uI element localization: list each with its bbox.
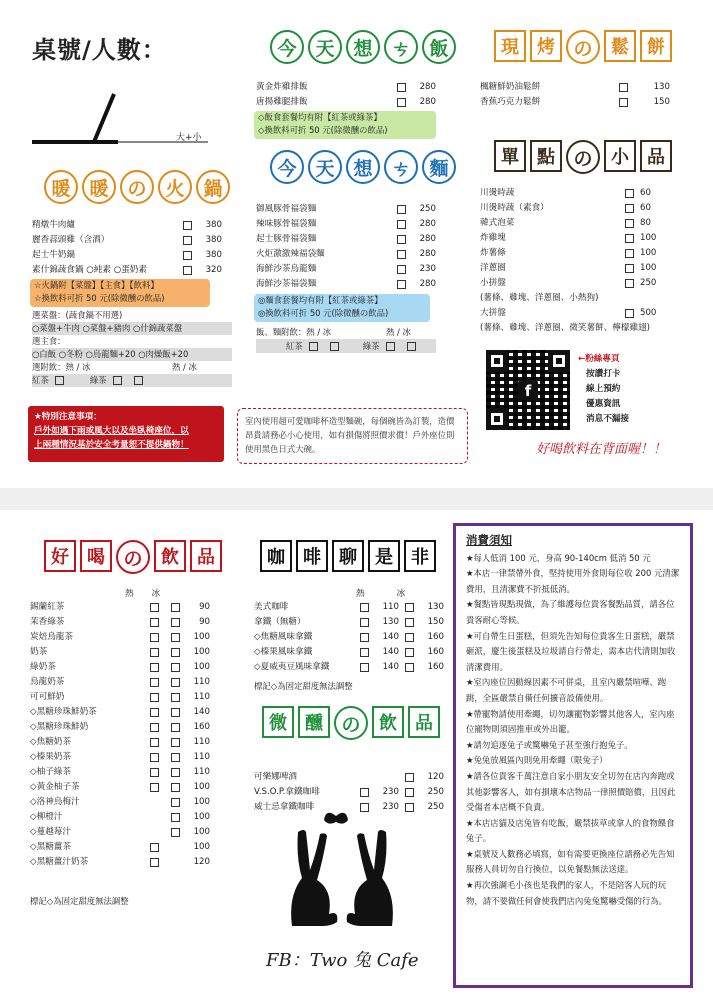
hot-checkbox[interactable] — [150, 663, 159, 672]
list-item — [30, 765, 210, 780]
list-item — [30, 855, 210, 870]
rule-paragraph: ★可自帶生日蛋糕，但須先告知每位貴客生日蛋糕，嚴禁砸派，慶生後蛋糕及垃圾請自行帶走，需本店代清則加收清潔費用。 — [466, 630, 676, 672]
rice-title-char: 想 — [346, 30, 380, 64]
list-item: 起士牛奶鍋 380 — [32, 250, 222, 260]
note-line: ◇換飲料可折 50 元(除微醺の飲品) — [258, 125, 388, 135]
hot-checkbox — [150, 828, 159, 837]
ice-price: 150 — [427, 617, 444, 627]
facebook-icon: f — [518, 380, 538, 400]
hot-checkbox[interactable] — [360, 788, 369, 797]
drink-price: 90 — [199, 617, 210, 627]
drinks-title-char: 飲 — [154, 540, 186, 572]
rule-paragraph: ★本店一律禁帶外食，堅持使用外食則每位收 200 元清潔費用，且清潔費不折抵低消。 — [466, 568, 680, 594]
noodle-title-char: 想 — [346, 150, 380, 184]
ice-checkbox[interactable] — [171, 723, 180, 732]
veg-options[interactable]: ○菜盤+牛肉 ○菜盤+豬肉 ○什錦蔬菜盤 — [32, 322, 232, 335]
order-checkbox[interactable] — [625, 264, 634, 273]
list-item — [30, 690, 210, 705]
ice-price: 160 — [427, 632, 444, 642]
coffee-name: ◇榛果風味拿鐵 — [254, 647, 313, 657]
drinks-footnote: 標記◇為固定甜度無法調整 — [30, 896, 129, 906]
waffle-title — [494, 30, 672, 64]
list-item: 精燉牛肉爐 380 — [32, 220, 222, 230]
list-item: 楓糖鮮奶油鬆餅 130 — [480, 82, 670, 92]
warning-box: ★特別注意事項： 戶外如遇下雨或風大以及坐臥椅座位，以 上兩種情況基於安全考量恕不提供鍋物！ — [28, 406, 224, 462]
rice-list — [256, 80, 436, 110]
list-item — [30, 810, 210, 825]
order-checkbox[interactable] — [619, 83, 628, 92]
hot-checkbox[interactable] — [150, 783, 159, 792]
list-item: 大拼盤 500 — [480, 308, 657, 318]
ice-price: 120 — [427, 772, 444, 782]
order-checkbox[interactable] — [625, 204, 634, 213]
hot-checkbox[interactable] — [150, 678, 159, 687]
list-item — [30, 795, 210, 810]
list-item: 川燙時蔬 60 — [480, 188, 651, 198]
order-checkbox[interactable] — [397, 235, 406, 244]
qr-corner — [486, 408, 508, 430]
hot-checkbox[interactable] — [360, 663, 369, 672]
noodle-title-char: 麵 — [422, 150, 456, 184]
rule-paragraph: ★再次強調毛小孩也是我們的家人，不是陪客人玩的玩物，請不要做任何會使我們店內兔兔驚嚇受傷的行為。 — [466, 880, 667, 906]
noodle-title-char: 天 — [308, 150, 342, 184]
tipsy-name: 可樂娜啤酒 — [254, 772, 297, 782]
hot-checkbox[interactable] — [150, 648, 159, 657]
order-checkbox[interactable] — [183, 251, 192, 260]
note-line: ◇飯食套餐均有附【紅茶或綠茶】 — [258, 112, 382, 122]
rule-paragraph: ★餐點皆現點現做，為了維護每位貴客餐點品質，請各位貴客耐心等候。 — [466, 599, 675, 625]
rule-paragraph: ★桌號及人數務必填寫，如有需要更換座位請務必先告知服務人員切勿自行換位，以免餐點無法送達。 — [466, 848, 675, 875]
drink-name: ◇焦糖奶茶 — [30, 737, 71, 747]
hot-checkbox[interactable] — [150, 603, 159, 612]
snack-title-char: 單 — [494, 140, 526, 172]
hot-checkbox[interactable] — [150, 723, 159, 732]
hot-price: 140 — [382, 632, 399, 642]
rabbits-illustration — [272, 808, 412, 928]
hot-price: 140 — [382, 662, 399, 672]
note-line: ☆火鍋附【菜盤】【主食】【飲料】 — [34, 280, 159, 290]
coffee-name: ◇夏威夷豆風味拿鐵 — [254, 662, 330, 672]
ice-checkbox[interactable] — [405, 663, 414, 672]
coffee-header: 熱 冰 — [356, 589, 406, 599]
list-item — [30, 660, 210, 675]
rule-paragraph: ★請各位貴客千萬注意自家小朋友安全切勿在店內奔跑或其他影響客人，如有損壞本店物品一律照價賠償，且因此受傷者本店概不負責。 — [466, 770, 676, 813]
ice-price: 250 — [427, 802, 444, 812]
order-checkbox[interactable] — [625, 189, 634, 198]
qr-corner — [548, 350, 570, 372]
drink-price: 110 — [193, 677, 210, 687]
coffee-list — [254, 600, 444, 675]
hot-checkbox[interactable] — [360, 618, 369, 627]
hot-price: 130 — [382, 617, 399, 627]
order-checkbox[interactable] — [397, 265, 406, 274]
hot-checkbox[interactable] — [360, 603, 369, 612]
drink-name: 錫蘭紅茶 — [30, 602, 65, 612]
qr-corner — [486, 350, 508, 372]
coffee-name: ◇焦糖風味拿鐵 — [254, 632, 313, 642]
list-item — [254, 660, 444, 675]
green-tea-checkbox[interactable] — [386, 342, 395, 351]
ice-checkbox[interactable] — [405, 773, 414, 782]
list-item — [30, 825, 210, 840]
waffle-title-char: 烤 — [530, 30, 562, 62]
green-tea-checkbox-ice[interactable] — [134, 376, 143, 385]
list-item — [254, 770, 444, 785]
drinks-header: 熱 冰 — [125, 589, 161, 599]
order-checkbox[interactable] — [397, 205, 406, 214]
list-item — [30, 735, 210, 750]
drink-price: 100 — [193, 647, 210, 657]
ice-checkbox[interactable] — [171, 783, 180, 792]
list-item: 麗香蒜頭雞（含酒） 380 — [32, 235, 222, 245]
hot-price: 110 — [382, 602, 399, 612]
drink-price: 100 — [193, 662, 210, 672]
rule-paragraph: ★室內座位因動線因素不可併桌，且室內嚴禁喧嘩、跑跳，全區嚴禁自備任何擴音設備使用。 — [466, 677, 667, 703]
rice-title-char: 今 — [270, 30, 304, 64]
list-item — [30, 705, 210, 720]
ice-checkbox[interactable] — [171, 708, 180, 717]
hot-checkbox — [150, 798, 159, 807]
red-tea-checkbox[interactable] — [55, 376, 64, 385]
hotpot-title-char: 火 — [158, 170, 192, 204]
hotpot-title-char: 鍋 — [196, 170, 230, 204]
facebook-signature: FB：Two 兔 Cafe — [266, 950, 419, 971]
snack-list — [480, 186, 680, 336]
list-item — [254, 600, 444, 615]
list-item: 香蕉巧克力鬆餅 150 — [480, 97, 670, 107]
hot-checkbox[interactable] — [150, 708, 159, 717]
snack-title — [494, 140, 672, 174]
order-checkbox[interactable] — [397, 83, 406, 92]
order-checkbox[interactable] — [183, 221, 192, 230]
list-item-note: (薯條、雞塊、洋蔥圈、小熱狗) — [480, 293, 599, 303]
hot-checkbox[interactable] — [150, 738, 159, 747]
drink-price: 110 — [193, 767, 210, 777]
hotpot-notes — [30, 279, 210, 307]
rule-paragraph: ★每人低消 100 元，身高 90-140cm 低消 50 元 — [466, 552, 651, 563]
red-tea-checkbox-ice[interactable] — [330, 342, 339, 351]
order-checkbox[interactable] — [183, 266, 192, 275]
list-item: 炸雞塊 100 — [480, 233, 657, 243]
order-checkbox[interactable] — [625, 309, 634, 318]
bowl-notice: 室內使用超可愛咖啡杯造型麵碗，每個碗皆為訂製，造價昂貴請務必小心使用，如有損傷將照價求償！戶外座位則使用黑色日式大碗。 — [237, 408, 468, 464]
list-item: 韓式泡菜 80 — [480, 218, 651, 228]
ice-price: 250 — [427, 787, 444, 797]
coffee-title-char: 聊 — [332, 540, 364, 572]
tipsy-title — [262, 706, 440, 740]
snack-title-char: の — [566, 140, 600, 174]
list-item: 辣味豚骨福袋麵 280 — [256, 219, 436, 229]
noodle-notes — [254, 294, 430, 322]
list-item — [30, 840, 210, 855]
noodle-title-char: 今 — [270, 150, 304, 184]
drink-name: ◇蔓越莓汁 — [30, 827, 71, 837]
drink-name: ◇黑糖珍珠鮮奶茶 — [30, 707, 97, 717]
hot-checkbox[interactable] — [150, 768, 159, 777]
green-tea-checkbox[interactable] — [113, 376, 122, 385]
hotpot-title-char: 暖 — [82, 170, 116, 204]
note-line: ◎麵食套餐均有附【紅茶或綠茶】 — [258, 295, 383, 305]
order-checkbox[interactable] — [397, 220, 406, 229]
veg-label: 選菜盤：(蔬食鍋不用選) — [32, 310, 123, 320]
ice-checkbox[interactable] — [405, 618, 414, 627]
ice-checkbox[interactable] — [405, 648, 414, 657]
waffle-title-char: 鬆 — [604, 30, 636, 62]
hotpot-title-char: 暖 — [44, 170, 78, 204]
list-item: 川燙時蔬（素食） 60 — [480, 203, 651, 213]
rice-title — [270, 30, 456, 64]
rice-title-char: ㄘ — [384, 30, 418, 64]
hot-checkbox[interactable] — [150, 633, 159, 642]
slash-stroke — [94, 94, 114, 142]
ice-checkbox[interactable] — [171, 738, 180, 747]
note-line: ◎換飲料可折 50 元(除微醺の飲品) — [258, 308, 389, 318]
list-item — [30, 780, 210, 795]
rice-title-char: 天 — [308, 30, 342, 64]
hot-checkbox[interactable] — [360, 648, 369, 657]
list-item: 素什錦蔬食鍋 ○純素 ○蛋奶素 320 — [32, 265, 222, 275]
list-item — [254, 645, 444, 660]
drink-price: 90 — [199, 602, 210, 612]
ice-checkbox[interactable] — [405, 788, 414, 797]
order-checkbox[interactable] — [625, 219, 634, 228]
list-item: 起士豚骨福袋麵 280 — [256, 234, 436, 244]
ice-checkbox[interactable] — [171, 753, 180, 762]
coffee-name: 美式咖啡 — [254, 602, 289, 612]
rules-body — [466, 551, 680, 910]
noodle-tea-row: 紅茶 綠茶 — [256, 339, 436, 353]
coffee-title-char: 非 — [404, 540, 436, 572]
order-checkbox[interactable] — [625, 279, 634, 288]
drink-name: 奶茶 — [30, 647, 48, 657]
coffee-title — [260, 540, 436, 572]
drink-price: 110 — [193, 737, 210, 747]
hotpot-title — [44, 170, 230, 204]
tipsy-name: V.S.O.P.拿鐵咖啡 — [254, 787, 320, 797]
ice-checkbox[interactable] — [171, 678, 180, 687]
tipsy-title-char: 品 — [408, 706, 440, 738]
qr-caption: ←粉絲專頁 按讚打卡 線上預約 優惠資訊 消息不漏接 — [578, 354, 629, 424]
ice-price: 160 — [427, 662, 444, 672]
drinks-title-char: 好 — [44, 540, 76, 572]
rule-paragraph: ★兔兔放風區內則免用牽繩（限兔子） — [466, 755, 608, 766]
staple-label: 選主食： — [32, 336, 66, 346]
hot-checkbox — [150, 813, 159, 822]
noodle-title — [270, 150, 456, 184]
page-divider — [0, 488, 713, 510]
coffee-name: 拿鐵（無糖） — [254, 617, 306, 627]
drink-name: 茉香綠茶 — [30, 617, 65, 627]
order-checkbox[interactable] — [397, 250, 406, 259]
back-page-tagline: 好喝飲料在背面喔！！ — [536, 442, 667, 457]
snack-title-char: 小 — [604, 140, 636, 172]
rabbit-left-icon — [291, 830, 337, 926]
drink-name: 烏龍奶茶 — [30, 677, 65, 687]
waffle-title-char: 餅 — [640, 30, 672, 62]
rabbit-right-icon — [347, 830, 393, 926]
noodle-list — [256, 202, 436, 292]
drink-name: ◇黃金柚子茶 — [30, 782, 80, 792]
order-checkbox[interactable] — [183, 236, 192, 245]
ice-checkbox[interactable] — [171, 633, 180, 642]
drink-price: 100 — [193, 632, 210, 642]
hot-checkbox[interactable] — [150, 858, 159, 867]
coffee-title-char: 是 — [368, 540, 400, 572]
coffee-footnote: 標記◇為固定甜度無法調整 — [254, 681, 353, 691]
coffee-title-char: 啡 — [296, 540, 328, 572]
noodle-drink — [256, 325, 436, 353]
hot-price: 230 — [382, 802, 399, 812]
drink-price: 120 — [193, 857, 210, 867]
list-item — [254, 630, 444, 645]
list-item — [30, 720, 210, 735]
list-item — [30, 615, 210, 630]
snack-title-char: 點 — [530, 140, 562, 172]
drink-name: 炭焙烏龍茶 — [30, 632, 73, 642]
drink-price: 110 — [193, 752, 210, 762]
snack-title-char: 品 — [640, 140, 672, 172]
list-item — [30, 600, 210, 615]
list-item — [30, 645, 210, 660]
hotpot-tea-row: 紅茶 綠茶 — [32, 374, 232, 387]
list-item: 黃金炸雞排飯 280 — [256, 82, 436, 92]
hot-checkbox[interactable] — [150, 693, 159, 702]
list-item — [30, 630, 210, 645]
tipsy-name: 威士忌拿鐵咖啡 — [254, 802, 315, 812]
drink-name: ◇柳橙汁 — [30, 812, 63, 822]
rice-notes — [254, 111, 436, 139]
ice-checkbox[interactable] — [405, 603, 414, 612]
noodle-drink-row: 飯、麵附飲：熱 / 冰 熱 / 冰 — [256, 327, 411, 337]
list-item: 御風豚骨福袋麵 250 — [256, 204, 436, 214]
noodle-title-char: ㄘ — [384, 150, 418, 184]
rule-paragraph: ★帶寵物請使用牽繩，切勿讓寵物影響其他客人，室內座位寵物則須固推車或外出籠。 — [466, 708, 675, 735]
waffle-list — [480, 80, 670, 110]
coffee-title-char: 咖 — [260, 540, 292, 572]
order-checkbox[interactable] — [625, 249, 634, 258]
list-item: 唐揚雞腿排飯 280 — [256, 97, 436, 107]
hot-price: 230 — [382, 787, 399, 797]
list-item-note: (薯條、雞塊、洋蔥圈、微笑薯餅、檸檬雞翅) — [480, 323, 650, 333]
drink-price: 100 — [193, 797, 210, 807]
hotpot-drink-row: 選附飲：熱 / 冰 熱 / 冰 — [32, 362, 197, 372]
list-item — [254, 615, 444, 630]
waffle-title-char: の — [566, 30, 600, 64]
list-item — [30, 675, 210, 690]
drink-name: ◇柚子綠茶 — [30, 767, 71, 777]
hotpot-list — [32, 218, 222, 278]
list-item — [254, 785, 444, 800]
ice-price: 160 — [427, 647, 444, 657]
note-line: ☆換飲料可折 50 元(除微醺の飲品) — [34, 293, 165, 303]
list-item: 火炬激激辣福袋麵 280 — [256, 249, 436, 259]
rules-title: 消費須知 — [466, 533, 512, 547]
hot-checkbox[interactable] — [360, 633, 369, 642]
rice-title-char: 飯 — [422, 30, 456, 64]
order-checkbox[interactable] — [619, 98, 628, 107]
drink-name: 可可鮮奶 — [30, 692, 65, 702]
consumption-rules — [453, 523, 693, 988]
drink-price: 100 — [193, 842, 210, 852]
drinks-title — [44, 540, 222, 574]
drinks-list — [30, 600, 210, 870]
drink-price: 160 — [193, 722, 210, 732]
drink-name: ◇黑糖薑汁奶茶 — [30, 857, 89, 867]
ice-checkbox[interactable] — [171, 648, 180, 657]
ice-checkbox[interactable] — [171, 663, 180, 672]
list-item: 炸薯條 100 — [480, 248, 657, 258]
rule-paragraph: ★本店店貓及店兔皆有吃飯，嚴禁拔草或拿人的食物餵食兔子。 — [466, 817, 675, 844]
list-item: 海鮮沙茶福袋麵 280 — [256, 279, 436, 289]
hot-checkbox[interactable] — [150, 753, 159, 762]
ice-checkbox[interactable] — [171, 813, 180, 822]
ice-checkbox[interactable] — [171, 603, 180, 612]
drink-name: ◇黑糖薑茶 — [30, 842, 71, 852]
order-checkbox[interactable] — [625, 234, 634, 243]
ice-checkbox[interactable] — [171, 768, 180, 777]
ice-checkbox[interactable] — [405, 633, 414, 642]
green-tea-checkbox-ice[interactable] — [407, 342, 416, 351]
drink-price: 100 — [193, 827, 210, 837]
tipsy-title-char: 飲 — [372, 706, 404, 738]
big-small-label: 大+小 — [176, 133, 202, 143]
hot-checkbox[interactable] — [150, 618, 159, 627]
drink-name: 綠奶茶 — [30, 662, 56, 672]
waffle-title-char: 現 — [494, 30, 526, 62]
drinks-title-char: の — [116, 540, 150, 574]
hotpot-options — [32, 309, 232, 387]
list-item: 小拼盤 250 — [480, 278, 657, 288]
table-number-label: 桌號/人數： — [32, 36, 167, 64]
order-checkbox[interactable] — [397, 280, 406, 289]
butterfly-icon — [324, 813, 348, 824]
drinks-title-char: 喝 — [80, 540, 112, 572]
drink-name: ◇洛神烏梅汁 — [30, 797, 80, 807]
rule-paragraph: ★請勿追逐兔子或驚嚇兔子甚至強行抱兔子。 — [466, 739, 633, 750]
drink-price: 140 — [193, 707, 210, 717]
drink-price: 110 — [193, 692, 210, 702]
order-checkbox[interactable] — [397, 98, 406, 107]
list-item — [30, 750, 210, 765]
list-item: 洋蔥圈 100 — [480, 263, 657, 273]
ice-price: 130 — [427, 602, 444, 612]
ice-checkbox[interactable] — [171, 693, 180, 702]
hot-checkbox — [360, 773, 369, 782]
ice-checkbox — [171, 858, 180, 867]
list-item: 海鮮沙茶烏龍麵 230 — [256, 264, 436, 274]
tipsy-title-char: 醺 — [298, 706, 330, 738]
ice-checkbox[interactable] — [171, 798, 180, 807]
ice-checkbox[interactable] — [171, 828, 180, 837]
ice-checkbox — [171, 843, 180, 852]
hotpot-title-char: の — [120, 170, 154, 204]
tipsy-title-char: の — [334, 706, 368, 740]
red-tea-checkbox[interactable] — [309, 342, 318, 351]
hot-checkbox[interactable] — [150, 843, 159, 852]
drinks-title-char: 品 — [190, 540, 222, 572]
drink-name: ◇榛果奶茶 — [30, 752, 71, 762]
hot-price: 140 — [382, 647, 399, 657]
drink-name: ◇黑糖珍珠鮮奶 — [30, 722, 89, 732]
drink-price: 100 — [193, 782, 210, 792]
staple-options[interactable]: ○白飯 ○冬粉 ○烏龍麵+20 ○肉燥飯+20 — [32, 348, 232, 361]
ice-checkbox[interactable] — [171, 618, 180, 627]
drink-price: 100 — [193, 812, 210, 822]
tipsy-title-char: 微 — [262, 706, 294, 738]
